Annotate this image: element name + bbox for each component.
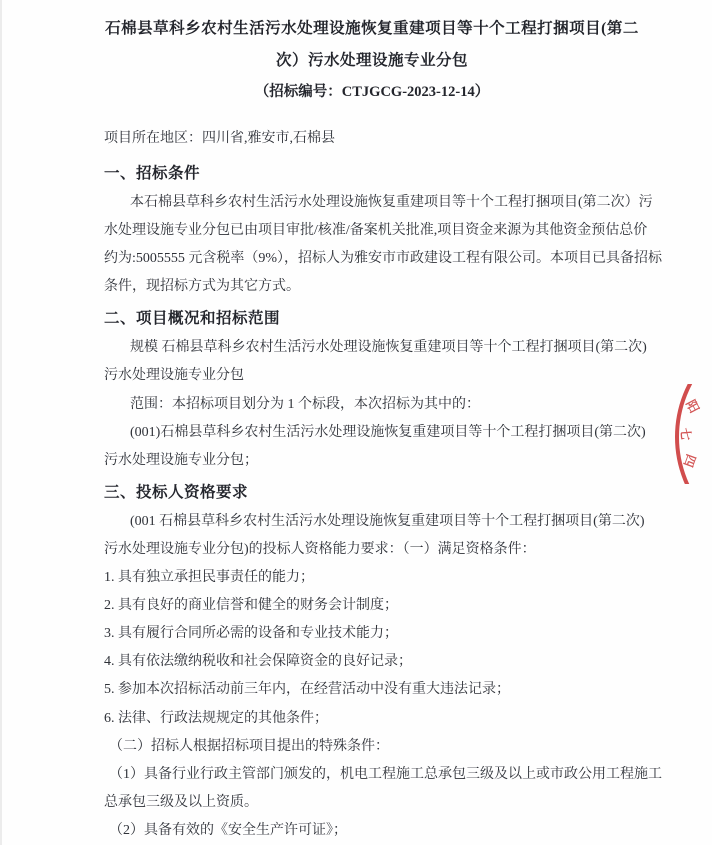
seal-character: 七 (677, 427, 693, 441)
text-line: 本石棉县草科乡农村生活污水处理设施恢复重建项目等十个工程打捆项目(第二次）污 (130, 195, 653, 210)
document-body (104, 158, 663, 845)
text-line: 2. 具有良好的商业信誉和健全的财务会计制度； (104, 598, 398, 614)
text-line: 约为:5005555 元含税率（9%），招标人为雅安市市政建设工程有限公司。本项目已具备招标 (104, 251, 663, 267)
section-heading: 二、项目概况和招标范围 (104, 310, 281, 328)
document-title-line-1: 石棉县草科乡农村生活污水处理设施恢复重建项目等十个工程打捆项目(第二 (105, 20, 639, 37)
text-line: 规模 石棉县草科乡农村生活污水处理设施恢复重建项目等十个工程打捆项目(第二次) (130, 340, 647, 356)
tender-number: （招标编号：CTJGCG-2023-12-14） (254, 84, 490, 100)
text-line: （2）具备有效的《安全生产许可证》； (109, 822, 347, 838)
official-red-seal (672, 384, 712, 484)
text-line: 6. 法律、行政法规规定的其他条件； (104, 710, 328, 726)
scan-edge-shadow (0, 0, 2, 845)
text-line: 总承包三级及以上资质。 (104, 794, 258, 810)
text-line: （二）招标人根据招标项目提出的特殊条件： (109, 738, 389, 754)
text-line: 范围：本招标项目划分为 1 个标段，本次招标为其中的： (130, 396, 480, 412)
project-location: 项目所在地区：四川省,雅安市,石棉县 (104, 131, 335, 146)
seal-character: 四 (680, 452, 699, 469)
text-line: (001)石棉县草科乡农村生活污水处理设施恢复重建项目等十个工程打捆项目(第二次) (130, 424, 646, 440)
text-line: 1. 具有独立承担民事责任的能力； (104, 570, 314, 586)
text-line: 污水处理设施专业分包 (104, 368, 244, 384)
document-title-line-2: 次）污水处理设施专业分包 (275, 51, 468, 69)
text-line: 3. 具有履行合同所必需的设备和专业技术能力； (104, 626, 398, 642)
text-line: 污水处理设施专业分包； (104, 452, 258, 468)
text-line: 污水处理设施专业分包)的投标人资格能力要求：（一）满足资格条件： (104, 541, 536, 557)
text-line: （1）具备行业行政主管部门颁发的，机电工程施工总承包三级及以上或市政公用工程施工 (109, 766, 662, 782)
text-line: 4. 具有依法缴纳税收和社会保障资金的良好记录； (104, 654, 412, 670)
text-line: 水处理设施专业分包已由项目审批/核准/备案机关批准,项目资金来源为其他资金预估总价 (104, 223, 648, 239)
section-heading: 一、招标条件 (104, 165, 201, 182)
seal-character: 阳 (683, 397, 702, 416)
text-line: 5. 参加本次招标活动前三年内，在经营活动中没有重大违法记录； (104, 682, 510, 698)
text-line: (001 石棉县草科乡农村生活污水处理设施恢复重建项目等十个工程打捆项目(第二次) (130, 513, 645, 529)
section-heading: 三、投标人资格要求 (104, 483, 249, 501)
text-line: 条件，现招标方式为其它方式。 (104, 279, 300, 295)
